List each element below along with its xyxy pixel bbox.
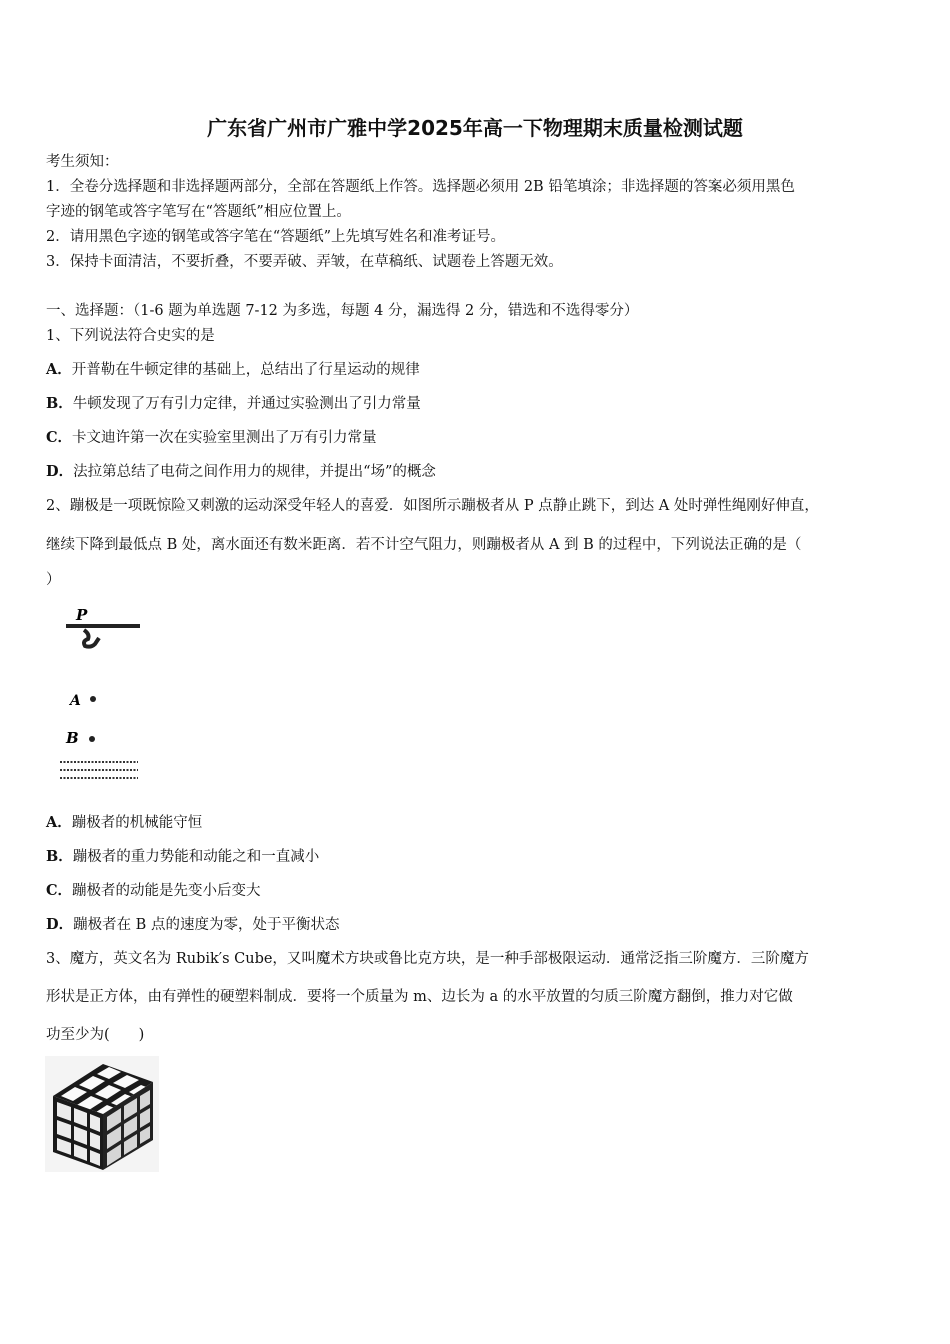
label-a: A <box>70 693 81 709</box>
q3-stem-line-3: 功至少为( ) <box>46 1027 145 1043</box>
rubiks-cube-figure <box>45 1056 159 1172</box>
q2-option-d: D．蹦极者在 B 点的速度为零，处于平衡状态 <box>46 916 340 933</box>
point-b <box>89 736 95 742</box>
q3-stem-line-1: 3、魔方，英文名为 Rubik′s Cube，又叫魔术方块或鲁比克方块，是一种手部极限运动．通常泛指三阶魔方．三阶魔方 <box>46 951 809 967</box>
bungee-figure <box>56 600 156 790</box>
q2-stem-line-2: 继续下降到最低点 B 处，离水面还有数米距离．若不计空气阻力，则蹦极者从 A 到 B 的过程中，下列说法正确的是（ <box>46 537 802 553</box>
q1-option-d: D．法拉第总结了电荷之间作用力的规律，并提出“场”的概念 <box>46 463 436 480</box>
page-title: 广东省广州市广雅中学2025年高一下物理期末质量检测试题 <box>207 116 743 140</box>
q2-option-b: B．蹦极者的重力势能和动能之和一直减小 <box>46 848 320 865</box>
q1-option-a: A．开普勒在牛顿定律的基础上，总结出了行星运动的规律 <box>46 361 420 378</box>
notice-heading: 考生须知： <box>46 154 119 170</box>
label-b: B <box>66 729 79 747</box>
q1-stem: 1、下列说法符合史实的是 <box>46 328 215 344</box>
platform <box>66 624 140 628</box>
notice-item-3: 3．保持卡面清洁，不要折叠，不要弄破、弄皱，在草稿纸、试题卷上答题无效。 <box>46 254 563 270</box>
q2-option-c: C．蹦极者的动能是先变小后变大 <box>46 882 261 899</box>
q3-stem-line-2: 形状是正方体，由有弹性的硬塑料制成．要将一个质量为 m、边长为 a 的水平放置的匀质三阶魔方翻倒，推力对它做 <box>46 989 793 1005</box>
section-heading: 一、选择题：（1-6 题为单选题 7-12 为多选，每题 4 分，漏选得 2 分，错选和不选得零分） <box>46 303 639 319</box>
q2-stem-line-1: 2、蹦极是一项既惊险又刺激的运动深受年轻人的喜爱．如图所示蹦极者从 P 点静止跳下，到达 A 处时弹性绳刚好伸直， <box>46 498 819 514</box>
q2-option-a: A．蹦极者的机械能守恒 <box>46 814 203 831</box>
label-p: P <box>76 606 88 624</box>
water-surface <box>60 762 138 778</box>
q1-option-b: B．牛顿发现了万有引力定律，并通过实验测出了引力常量 <box>46 395 421 412</box>
notice-item-1-cont: 字迹的钢笔或答字笔写在“答题纸”相应位置上。 <box>46 204 351 220</box>
q1-option-c: C．卡文迪许第一次在实验室里测出了万有引力常量 <box>46 429 377 446</box>
q2-stem-line-3: ） <box>46 572 61 588</box>
notice-item-1: 1．全卷分选择题和非选择题两部分，全部在答题纸上作答。选择题必须用 2B 铅笔填涂；非选择题的答案必须用黑色 <box>46 179 795 195</box>
jumper-icon <box>84 630 99 647</box>
notice-item-2: 2．请用黑色字迹的钢笔或答字笔在“答题纸”上先填写姓名和准考证号。 <box>46 229 506 245</box>
point-a <box>90 696 96 702</box>
